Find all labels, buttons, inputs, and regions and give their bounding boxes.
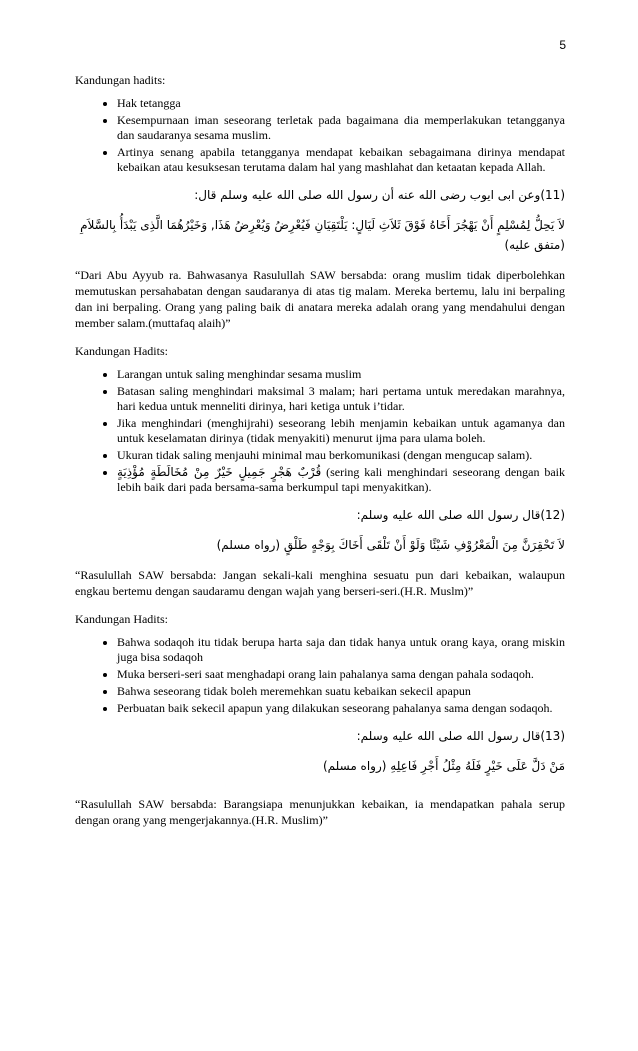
- list-item: [117, 465, 565, 495]
- list-item-text: (sering kali menghindari seseorang dengan baik lebih baik dari pada bersama-sama berkumpul tapi menyakitkan).: [117, 465, 566, 494]
- bullet-list: [75, 96, 565, 175]
- section-heading: Kandungan Hadits:: [75, 344, 168, 358]
- hadith-text-arabic: مَنْ دَلَّ عَلَى خَيْرٍ فَلَهُ مِثْلُ أَجْرِ فَاعِلِهِ (رواه مسلم): [322, 759, 565, 773]
- section-heading: Kandungan hadits:: [75, 73, 166, 87]
- list-item: • Bahwa sodaqoh itu tidak berupa harta saja dan tidak hanya untuk orang kaya, orang miskin juga bisa sodaqoh: [117, 635, 565, 665]
- hadith-intro-arabic: (12)قال رسول الله صلى الله عليه وسلم:: [356, 508, 565, 522]
- list-item: • Artinya senang apabila tetangganya mendapat kebaikan sebagaimana dirinya mendapat kebaikan atau kesuksesan terutama dalam hal yang mashlahat dan ketaatan kepada Allah.: [117, 145, 565, 175]
- hadith-translation: “Rasulullah SAW bersabda: Barangsiapa menunjukkan kebaikan, ia mendapatkan pahala serup dengan orang yang mengerjakannya.(H.R. Muslim)”: [75, 797, 565, 827]
- list-item: • Batasan saling menghindari maksimal 3 malam; hari pertama untuk meredakan marahnya, hari kedua untuk menneliti dirinya, hari ketiga untuk i’tidar.: [117, 384, 565, 414]
- list-item: • Muka berseri-seri saat menghadapi orang lain pahalanya sama dengan pahala sodaqoh.: [117, 667, 565, 682]
- section-heading: Kandungan Hadits:: [75, 612, 168, 626]
- hadith-translation: “Dari Abu Ayyub ra. Bahwasanya Rasulullah SAW bersabda: orang muslim tidak diperbolehkan memutuskan persahabatan dengan saudaranya di atas tig malam. Mereka bertemu, lalu ini berpaling dan ini berpaling. Orang yang paling baik di anatara mereka adalah orang yang mendahului dengan member salam.(muttafaq alaih)”: [75, 268, 565, 330]
- list-item: • Kesempurnaan iman seseorang terletak pada bagaimana dia memperlakukan tetangganya dan saudaranya sesama muslim.: [117, 113, 565, 143]
- hadith-text-arabic: لاَ تَحْقِرَنَّ مِنَ الْمَعْرُوْفِ شَيْئًا وَلَوْ أَنْ تَلْقَى أَخَاكَ بِوَجْهٍ طَلْقٍ (رواه مسلم): [216, 538, 565, 552]
- list-item: • Jika menghindari (menghijrahi) seseorang lebih menjamin kebaikan untuk agamanya dan untuk keselamatan dirinya (tidak menyakiti) menurut ijma para ulama boleh.: [117, 416, 565, 446]
- hadith-translation: “Rasulullah SAW bersabda: Jangan sekali-kali menghina sesuatu pun dari kebaikan, walaupun engkau bertemu dengan saudaramu dengan wajah yang berseri-seri.(H.R. Muslm)”: [75, 568, 565, 598]
- list-item: • Hak tetangga: [117, 96, 565, 111]
- bullet-list: [75, 635, 565, 716]
- document-body: [75, 73, 565, 841]
- hadith-intro-arabic: (11)وعن ابى ايوب رضى الله عنه أن رسول الله صلى الله عليه وسلم قال:: [194, 188, 565, 202]
- list-item: • Ukuran tidak saling menjauhi minimal mau berkomunikasi (dengan mengucap salam).: [117, 448, 565, 463]
- list-item: • Perbuatan baik sekecil apapun yang dilakukan seseorang pahalanya sama dengan sodaqoh.: [117, 701, 565, 716]
- hadith-intro-arabic: (13)قال رسول الله صلى الله عليه وسلم:: [356, 729, 565, 743]
- bullet-list: [75, 367, 565, 495]
- hadith-text-arabic: لاَ يَحِلُّ لِمُسْلِمٍ أَنْ يَهْجُرَ أَخَاهُ فَوْقَ ثَلاَثِ لَيَالٍ: يَلْتَقِيَانِ فَيُعْرِضُ وَيُعْرِضُ هَذَا, وَخَيْرُهُمَا الَّذِى يَبْدَأُ بِالسَّلاَمِ (متفق عليه): [80, 218, 565, 252]
- list-item: • Bahwa seseorang tidak boleh meremehkan suatu kebaikan sekecil apapun: [117, 684, 565, 699]
- arabic-phrase: قُرْبٌ هَجْرٍ جَمِيلٍ خَيْرٌ مِنْ مُخَالَطَةٍ مُؤْذِيَةٍ: [117, 465, 322, 479]
- list-item: • Larangan untuk saling menghindar sesama muslim: [117, 367, 565, 382]
- page-number: 5: [559, 38, 566, 52]
